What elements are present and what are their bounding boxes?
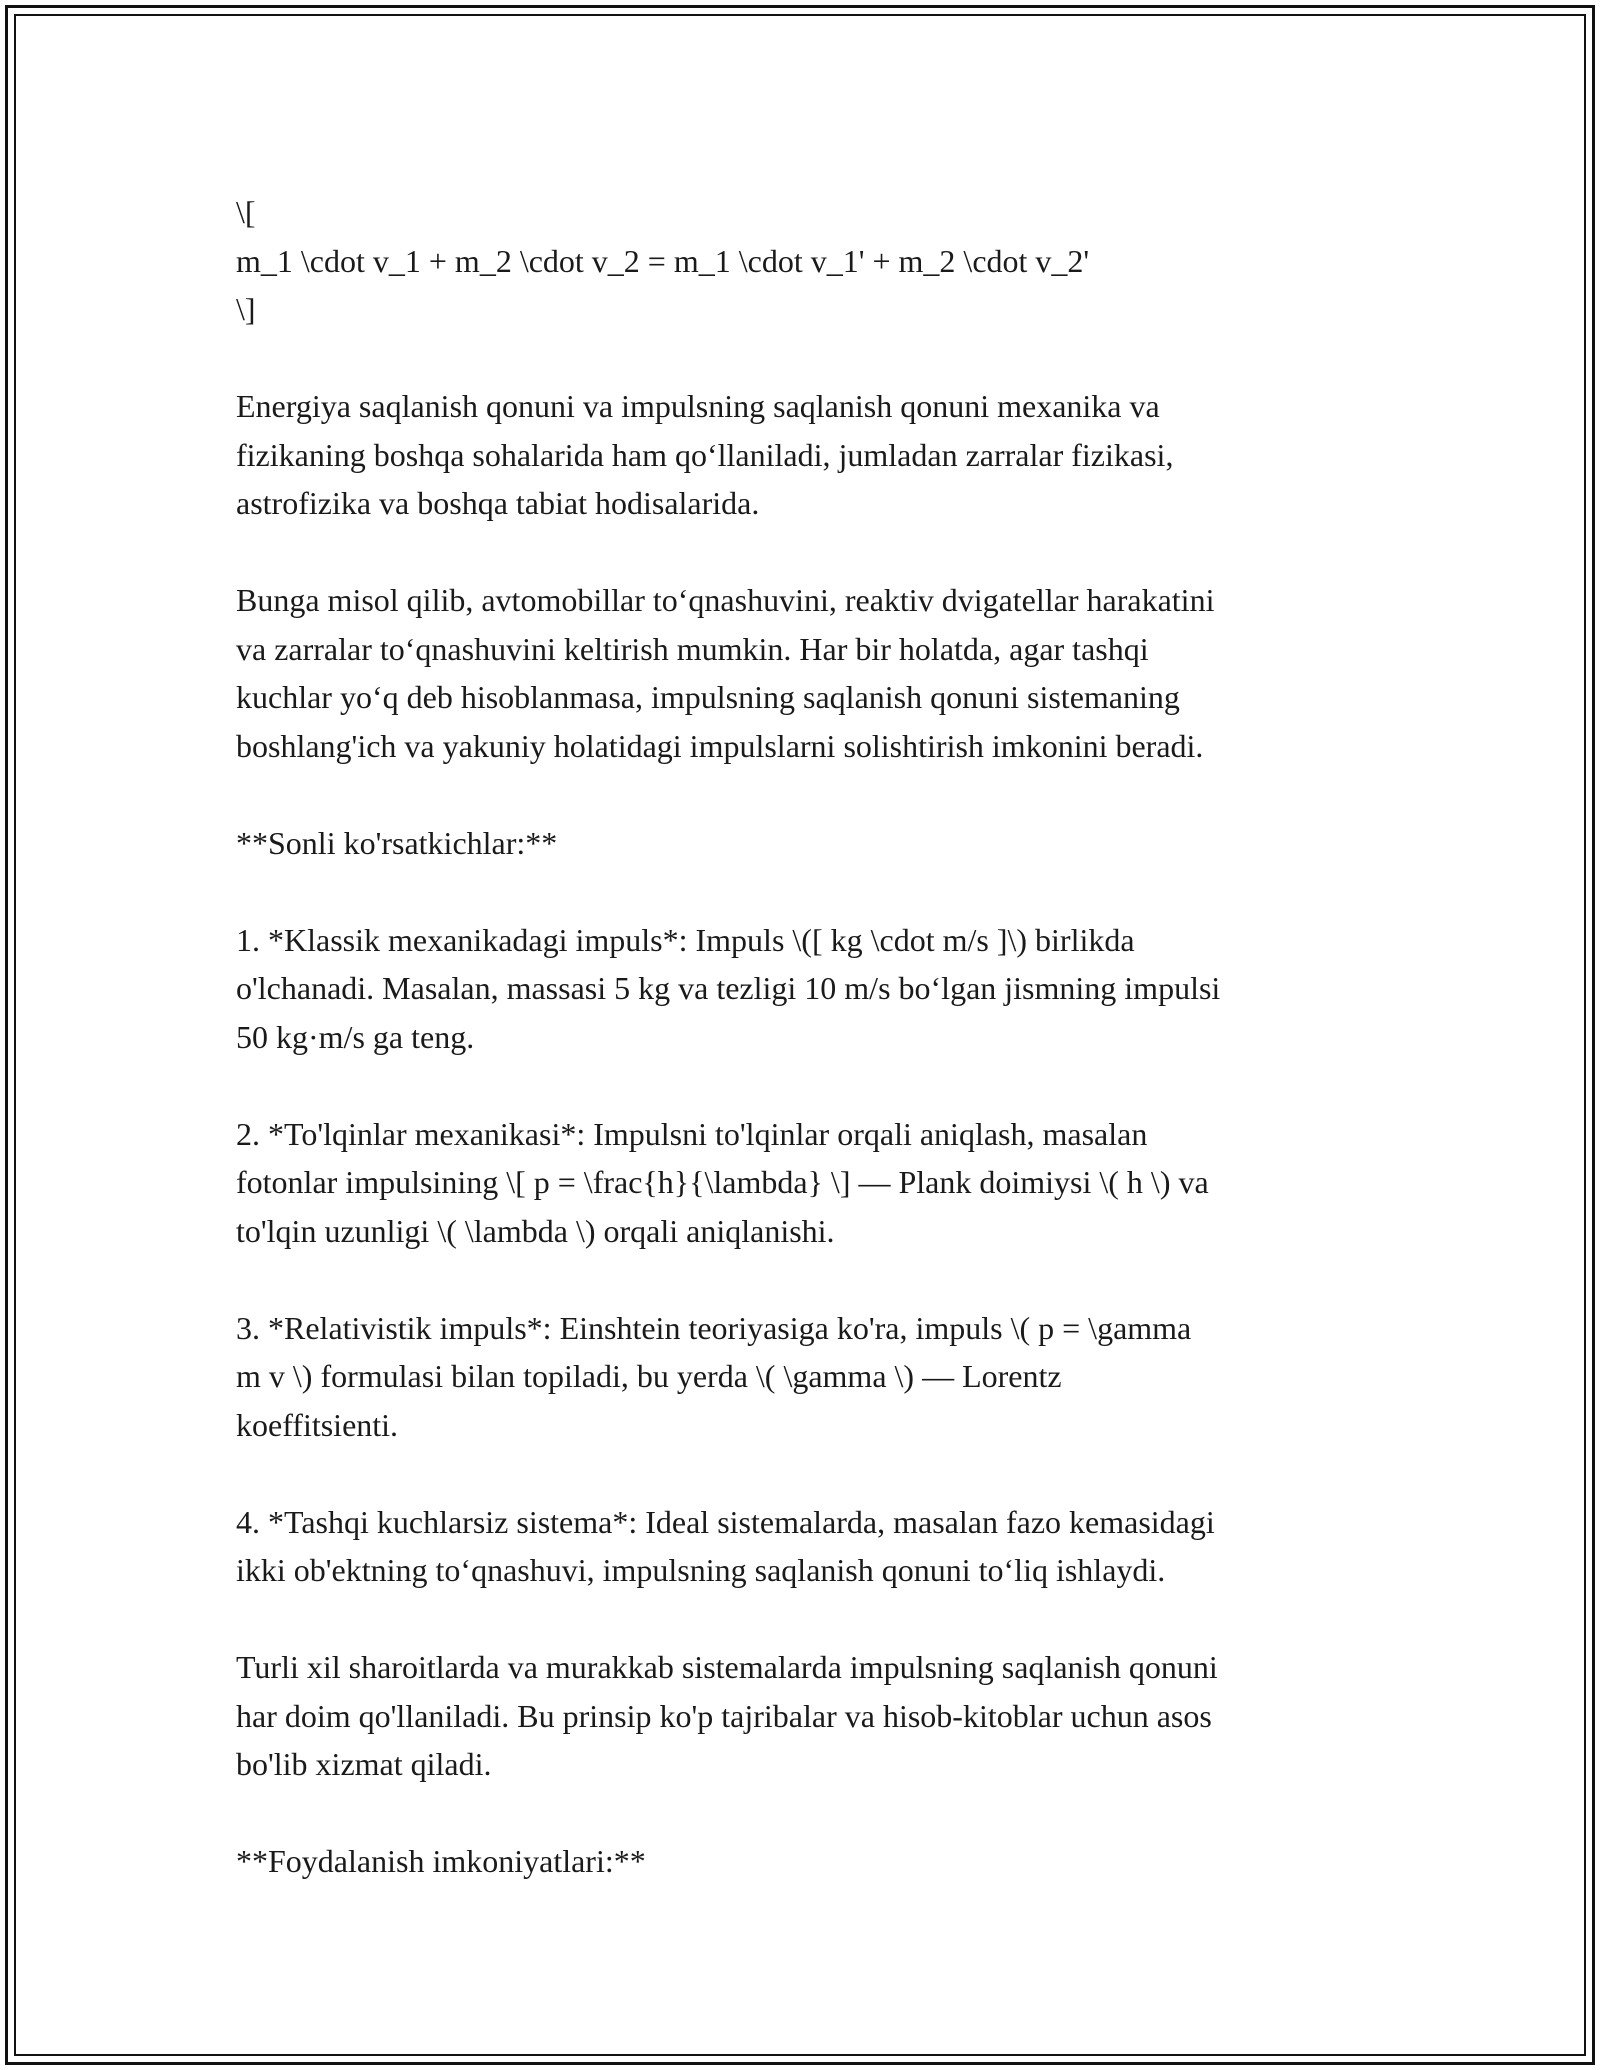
paragraph: [236, 1498, 1386, 1595]
text-line: 50 kg·m/s ga teng.: [236, 1018, 475, 1055]
document-page: [236, 188, 1386, 1886]
text-line: **Sonli ko'rsatkichlar:**: [236, 824, 558, 861]
paragraph: [236, 916, 1386, 1062]
text-line: 1. *Klassik mexanikadagi impuls*: Impuls \([ kg \cdot m/s ]\) birlikda: [236, 921, 1135, 958]
text-line: 2. *To'lqinlar mexanikasi*: Impulsni to'lqinlar orqali aniqlash, masalan: [236, 1115, 1148, 1152]
text-line: \]: [236, 291, 256, 327]
paragraph: [236, 1837, 1386, 1886]
text-line: m v \) formulasi bilan topiladi, bu yerda \( \gamma \) — Lorentz: [236, 1358, 1062, 1394]
text-line: bo'lib xizmat qiladi.: [236, 1746, 492, 1782]
text-line: astrofizika va boshqa tabiat hodisalarida.: [236, 485, 760, 521]
paragraph: [236, 1304, 1386, 1450]
text-line: m_1 \cdot v_1 + m_2 \cdot v_2 = m_1 \cdot v_1' + m_2 \cdot v_2': [236, 242, 1090, 279]
text-line: to'lqin uzunligi \( \lambda \) orqali aniqlanishi.: [236, 1212, 835, 1249]
paragraph: [236, 819, 1386, 868]
paragraph: [236, 1110, 1386, 1256]
text-line: boshlang'ich va yakuniy holatidagi impulslarni solishtirish imkonini beradi.: [236, 727, 1204, 764]
paragraph: [236, 576, 1386, 770]
text-line: ikki ob'ektning to‘qnashuvi, impulsning saqlanish qonuni to‘liq ishlaydi.: [236, 1552, 1166, 1588]
text-line: va zarralar to‘qnashuvini keltirish mumkin. Har bir holatda, agar tashqi: [236, 630, 1149, 667]
text-line: fizikaning boshqa sohalarida ham qo‘llaniladi, jumladan zarralar fizikasi,: [236, 436, 1174, 473]
text-line: \[: [236, 194, 256, 230]
text-line: Turli xil sharoitlarda va murakkab sistemalarda impulsning saqlanish qonuni: [236, 1649, 1218, 1685]
text-line: kuchlar yo‘q deb hisoblanmasa, impulsning saqlanish qonuni sistemaning: [236, 679, 1180, 715]
text-line: 3. *Relativistik impuls*: Einshtein teoriyasiga ko'ra, impuls \( p = \gamma: [236, 1309, 1192, 1346]
text-line: Bunga misol qilib, avtomobillar to‘qnashuvini, reaktiv dvigatellar harakatini: [236, 582, 1215, 618]
paragraph: [236, 1643, 1386, 1789]
paragraph: [236, 382, 1386, 528]
text-line: har doim qo'llaniladi. Bu prinsip ko'p tajribalar va hisob-kitoblar uchun asos: [236, 1697, 1212, 1734]
paragraph: [236, 188, 1386, 334]
text-line: 4. *Tashqi kuchlarsiz sistema*: Ideal sistemalarda, masalan fazo kemasidagi: [236, 1503, 1215, 1540]
text-line: fotonlar impulsining \[ p = \frac{h}{\lambda} \] — Plank doimiysi \( h \) va: [236, 1164, 1209, 1200]
text-line: Energiya saqlanish qonuni va impulsning saqlanish qonuni mexanika va: [236, 388, 1160, 424]
text-line: o'lchanadi. Masalan, massasi 5 kg va tezligi 10 m/s bo‘lgan jismning impulsi: [236, 970, 1221, 1006]
text-line: koeffitsienti.: [236, 1406, 399, 1443]
text-line: **Foydalanish imkoniyatlari:**: [236, 1843, 646, 1879]
